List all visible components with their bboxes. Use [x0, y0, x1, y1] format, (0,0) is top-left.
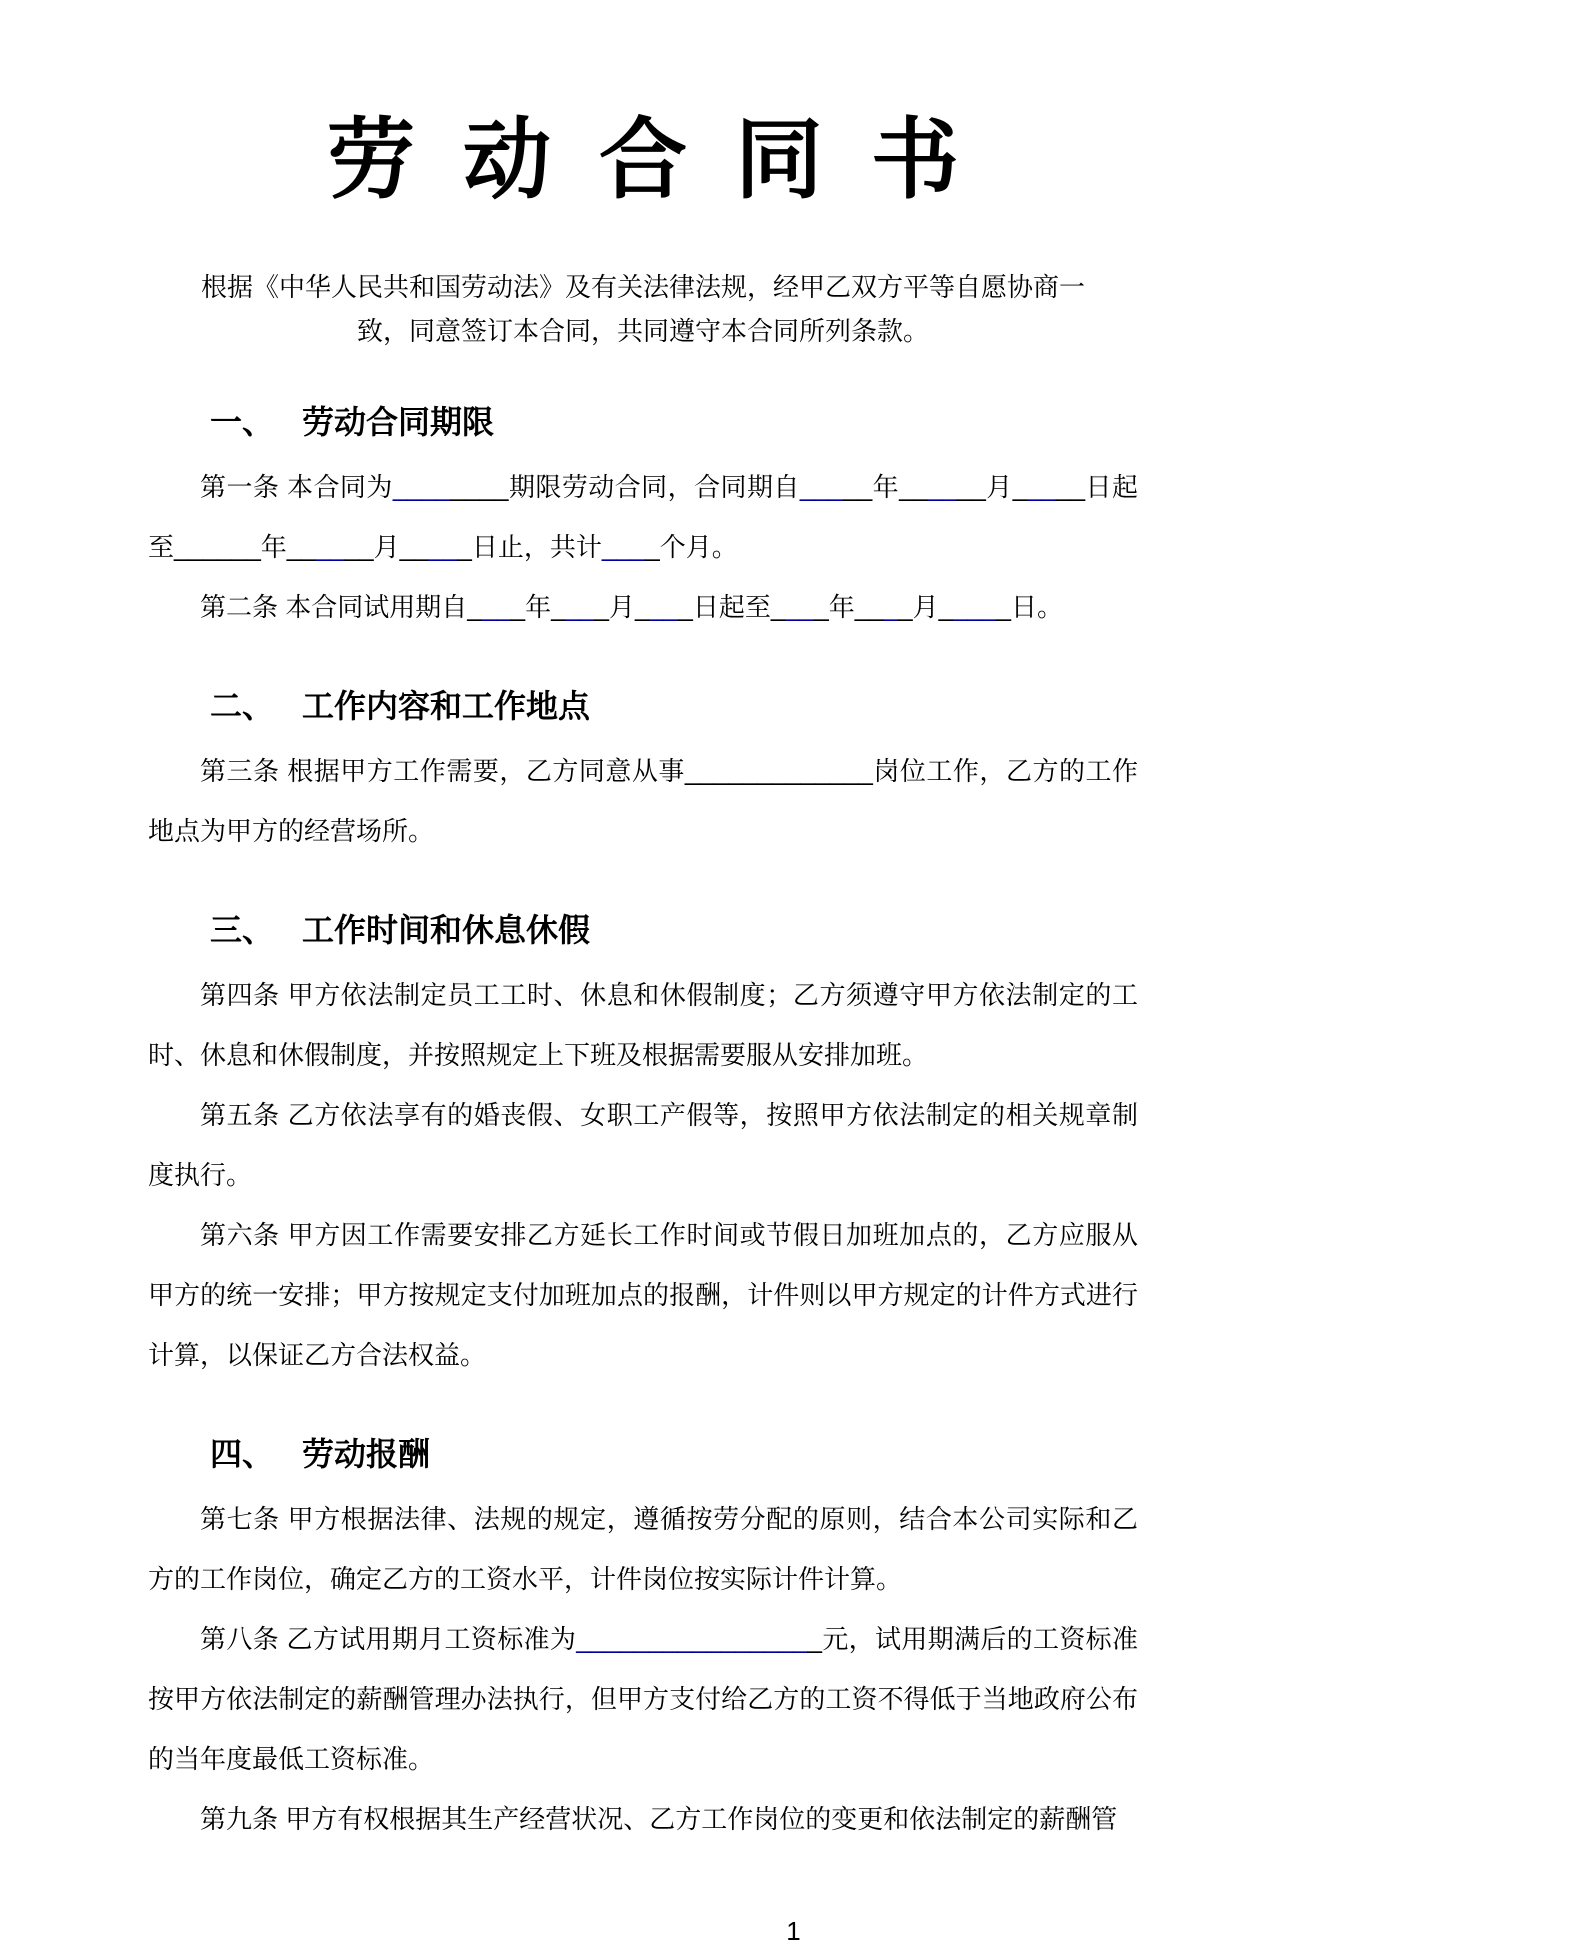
blank-field: __	[1027, 472, 1057, 502]
blank-field: _	[883, 592, 899, 622]
blank-field: __	[1056, 472, 1086, 502]
section-number: 一、	[210, 404, 275, 440]
blank-field: _	[1012, 472, 1028, 502]
clause-text: 第二条 本合同试用期自	[200, 592, 468, 622]
clause-text: 月	[373, 532, 400, 562]
blank-field: __	[315, 532, 345, 562]
blank-field: __	[785, 592, 815, 622]
blank-field: __	[428, 532, 458, 562]
section-title: 劳动合同期限	[302, 404, 495, 440]
clause-text: 日止，共计	[471, 532, 602, 562]
blank-field: ___	[799, 472, 844, 502]
blank-field: __	[399, 532, 429, 562]
clause-text: 第七条 甲方根据法律、法规的规定，遵循按劳分配的原则，结合本公司实际和乙方的工作岗位，确定乙方的工资水平，计件岗位按实际计件计算。	[148, 1504, 1138, 1594]
blank-field: _	[898, 592, 913, 622]
blank-field: _	[938, 592, 954, 622]
clause-text: 月	[608, 592, 635, 622]
blank-field: _	[807, 1624, 823, 1654]
intro-paragraph: 根据《中华人民共和国劳动法》及有关法律法规，经甲乙双方平等自愿协商一致，同意签订本合同，共同遵守本合同所列条款。	[200, 272, 1085, 346]
clause-text: 第五条 乙方依法享有的婚丧假、女职工产假等，按照甲方依法制定的相关规章制度执行。	[148, 1100, 1138, 1190]
section-title: 劳动报酬	[302, 1436, 431, 1472]
clause-paragraph	[148, 457, 1138, 577]
clause-text: 月	[912, 592, 939, 622]
clause-text: 第一条 本合同为	[200, 472, 393, 502]
clause-text: 日。	[1010, 592, 1063, 622]
clause-text: 第三条 根据甲方工作需要，乙方同意从事	[200, 756, 685, 786]
clause-paragraph	[148, 1489, 1138, 1609]
clause-text: 第八条 乙方试用期月工资标准为	[200, 1624, 577, 1654]
section-heading	[148, 401, 1138, 443]
blank-field: __	[899, 472, 929, 502]
blank-field: __	[286, 532, 316, 562]
blank-field: _____________	[684, 756, 873, 786]
blank-field: _	[996, 592, 1011, 622]
blank-field: ____	[450, 472, 509, 502]
blank-field: _	[594, 592, 609, 622]
clause-paragraph	[148, 965, 1138, 1085]
clause-text: 第九条 甲方有权根据其生产经营状况、乙方工作岗位的变更和依法制定的薪酬管	[200, 1804, 1118, 1834]
blank-field: _	[770, 592, 786, 622]
clause-text: 年	[260, 532, 287, 562]
clause-paragraph	[148, 1609, 1138, 1789]
page-title: 劳动合同书	[326, 110, 1007, 209]
clause-text: 期限劳动合同，合同期自	[508, 472, 800, 502]
clause-paragraph	[148, 577, 1138, 637]
blank-field: __	[956, 472, 986, 502]
sections	[148, 401, 1138, 1849]
blank-field: __	[565, 592, 595, 622]
clause-paragraph	[148, 1085, 1138, 1205]
clause-paragraph	[148, 741, 1138, 861]
clause-text: 年	[872, 472, 900, 502]
clause-text: 个月。	[659, 532, 738, 562]
section-title: 工作时间和休息休假	[302, 912, 591, 948]
blank-field: _	[457, 532, 472, 562]
blank-field: _	[678, 592, 693, 622]
clause-text: 第四条 甲方依法制定员工工时、休息和休假制度；乙方须遵守甲方依法制定的工时、休息和休假制度，并按照规定上下班及根据需要服从安排加班。	[148, 980, 1138, 1070]
blank-field: __	[928, 472, 957, 502]
blank-field: _	[645, 532, 660, 562]
clause-text: 月	[985, 472, 1013, 502]
section-number: 四、	[210, 1436, 275, 1472]
blank-field: _	[814, 592, 829, 622]
section-number: 三、	[210, 912, 275, 948]
blank-field: __	[843, 472, 873, 502]
blank-field: ___	[601, 532, 646, 562]
blank-field: __	[344, 532, 374, 562]
blank-field: _	[551, 592, 566, 622]
clause-text: 日起至	[692, 592, 771, 622]
clause-text: 第六条 甲方因工作需要安排乙方延长工作时间或节假日加班加点的，乙方应服从甲方的统一安排；甲方按规定支付加班加点的报酬，计件则以甲方规定的计件方式进行计算，以保证乙方合法权益。	[148, 1220, 1138, 1370]
blank-field: _	[510, 592, 526, 622]
blank-field: __	[649, 592, 679, 622]
page-number: 1	[786, 1916, 801, 1946]
blank-field: ___	[953, 592, 997, 622]
blank-field: ______	[174, 532, 261, 562]
clause-paragraph	[148, 1789, 1138, 1849]
clause-text: 日起至	[148, 472, 1138, 562]
clause-text: 年	[525, 592, 552, 622]
section-number: 二、	[210, 688, 275, 724]
section-heading	[148, 685, 1138, 727]
clause-paragraph	[148, 1205, 1138, 1385]
blank-field: __	[481, 592, 511, 622]
blank-field: ________________	[576, 1624, 808, 1654]
blank-field: __	[854, 592, 884, 622]
section-title: 工作内容和工作地点	[302, 688, 591, 724]
clause-text: 岗位工作，乙方的工作地点为甲方的经营场所。	[148, 756, 1138, 846]
blank-field: _	[467, 592, 482, 622]
blank-field: ____	[392, 472, 451, 502]
clause-text: 元，试用期满后的工资标准按甲方依法制定的薪酬管理办法执行，但甲方支付给乙方的工资不得低于当地政府公布的当年度最低工资标准。	[148, 1624, 1138, 1774]
section-heading	[148, 909, 1138, 951]
section-heading	[148, 1433, 1138, 1475]
blank-field: _	[634, 592, 650, 622]
clause-text: 年	[828, 592, 855, 622]
